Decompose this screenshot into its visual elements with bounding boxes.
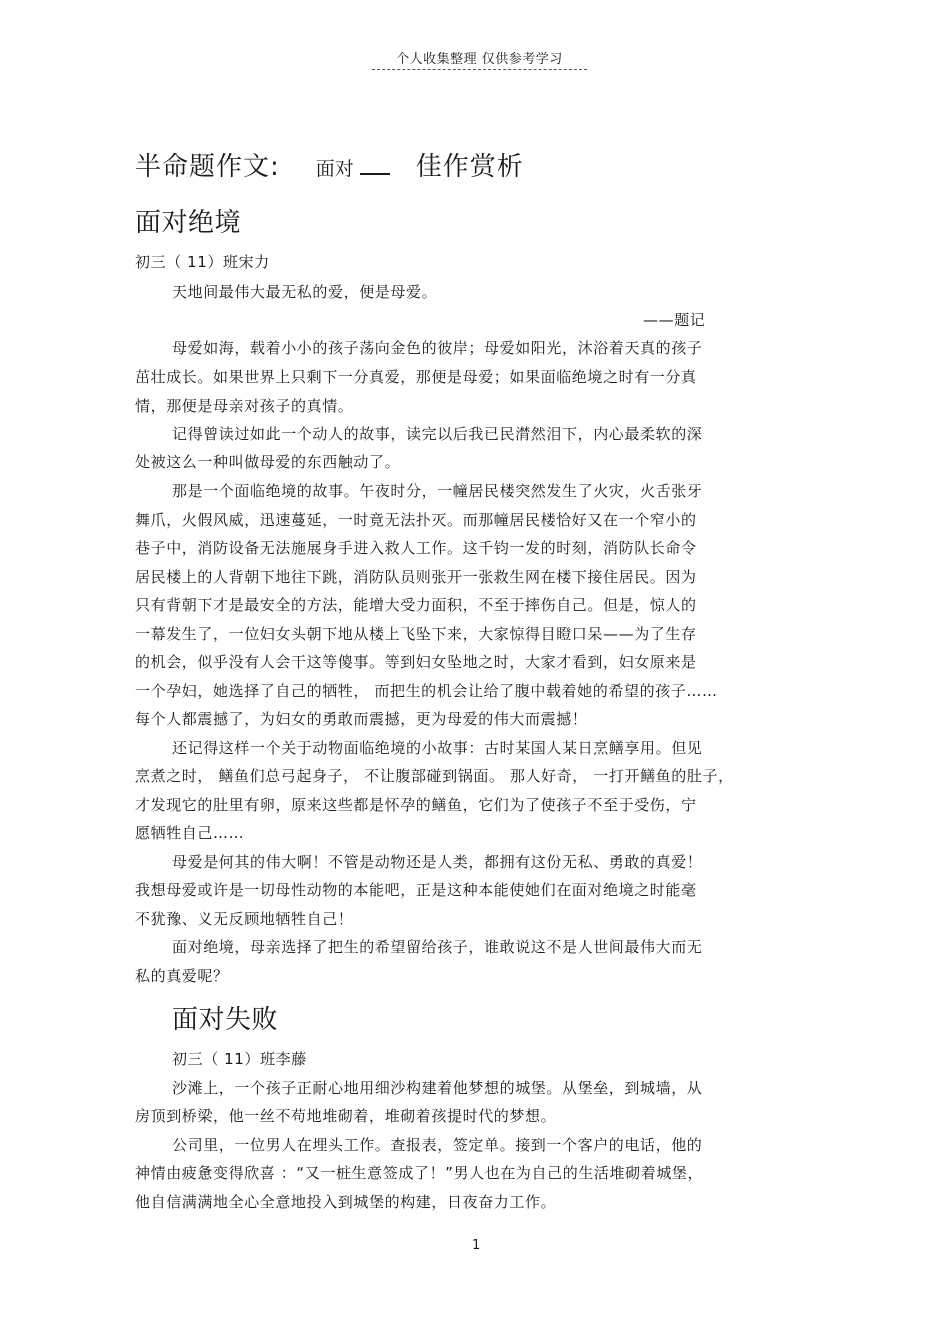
essay1-line: 情，那便是母亲对孩子的真情。: [135, 397, 354, 415]
essay1-line: 的机会，似乎没有人会干这等傻事。等到妇女坠地之时，大家才看到，妇女原来是: [135, 653, 697, 671]
essay1-title: 面对绝境: [135, 208, 242, 238]
document-title: [135, 146, 524, 183]
page-number: 1: [472, 1238, 481, 1253]
essay1-line: 天地间最伟大最无私的爱，便是母爱。: [172, 283, 438, 301]
essay1-line: 舞爪，火假风威，迅速蔓延，一时竟无法扑灭。而那幢居民楼恰好又在一个窄小的: [135, 511, 697, 529]
essay1-line: 只有背朝下才是最安全的方法，能增大受力面积，不至于摔伤自己。但是，惊人的: [135, 596, 697, 614]
essay1-line: 烹煮之时， 鳝鱼们总弓起身子， 不让腹部碰到锅面。 那人好奇， 一打开鳝鱼的肚子，: [135, 767, 734, 785]
essay1-line: 茁壮成长。如果世界上只剩下一分真爱，那便是母爱；如果面临绝境之时有一分真: [135, 368, 697, 386]
essay1-line: 巷子中，消防设备无法施展身手进入救人工作。这千钧一发的时刻，消防队长命令: [135, 539, 697, 557]
title-blank: [360, 159, 390, 175]
essay1-line: 还记得这样一个关于动物面临绝境的小故事：古时某国人某日烹鳝享用。但见: [172, 739, 703, 757]
essay1-line: 愿牺牲自己……: [135, 824, 245, 842]
essay2-line: 房顶到桥梁，他一丝不苟地堆砌着，堆砌着孩提时代的梦想。: [135, 1107, 557, 1125]
essay1-line: 不犹豫、义无反顾地牺牲自己！: [135, 910, 354, 928]
essay1-line: 居民楼上的人背朝下地往下跳，消防队员则张开一张救生网在楼下接住居民。因为: [135, 568, 697, 586]
essay1-line: 面对绝境，母亲选择了把生的希望留给孩子，谁敢说这不是人世间最伟大而无: [172, 938, 703, 956]
essay2-line: 他自信满满地全心全意地投入到城堡的构建，日夜奋力工作。: [135, 1193, 557, 1211]
essay1-line: 记得曾读过如此一个动人的故事，读完以后我已民潸然泪下，内心最柔软的深: [172, 425, 703, 443]
essay1-line: 我想母爱或许是一切母性动物的本能吧，正是这种本能使她们在面对绝境之时能毫: [135, 881, 697, 899]
essay1-line: 私的真爱呢？: [135, 967, 229, 985]
essay1-line: 每个人都震撼了，为妇女的勇敢而震撼，更为母爱的伟大而震撼！: [135, 710, 588, 728]
essay1-line: 处被这么一种叫做母爱的东西触动了。: [135, 453, 401, 471]
title-part1: 半命题作文:: [135, 152, 280, 182]
essay1-line: 母爱是何其的伟大啊！不管是动物还是人类，都拥有这份无私、勇敢的真爱！: [172, 853, 703, 871]
essay2-title: 面对失败: [172, 1005, 279, 1035]
essay1-line: 才发现它的肚里有卵，原来这些都是怀孕的鳝鱼，它们为了使孩子不至于受伤，宁: [135, 796, 697, 814]
essay1-line: 一个孕妇，她选择了自己的牺牲， 而把生的机会让给了腹中载着她的希望的孩子……: [135, 682, 718, 700]
essay2-line: 神情由疲惫变得欣喜 ：“又一桩生意签成了！”男人也在为自己的生活堆砌着城堡，: [135, 1164, 704, 1182]
page-header: 个人收集整理 仅供参考学习: [372, 48, 587, 70]
essay2-line: 公司里，一位男人在埋头工作。查报表，签定单。接到一个客户的电话，他的: [172, 1136, 703, 1154]
essay1-line: 那是一个面临绝境的故事。午夜时分，一幢居民楼突然发生了火灾，火舌张牙: [172, 482, 703, 500]
essay2-line: 沙滩上，一个孩子正耐心地用细沙构建着他梦想的城堡。从堡垒，到城墙，从: [172, 1079, 703, 1097]
essay1-line: 母爱如海，载着小小的孩子荡向金色的彼岸；母爱如阳光，沐浴着天真的孩子: [172, 339, 703, 357]
title-part3: 佳作赏析: [415, 152, 524, 182]
essay1-line: 一幕发生了，一位妇女头朝下地从楼上飞坠下来，大家惊得目瞪口呆——为了生存: [135, 625, 697, 643]
essay1-epigraph-source: ——题记: [643, 311, 706, 329]
essay1-author: 初三（ 11）班宋力: [135, 253, 270, 271]
title-part2: 面对: [315, 158, 354, 180]
essay2-author: 初三（ 11）班李藤: [172, 1050, 307, 1068]
